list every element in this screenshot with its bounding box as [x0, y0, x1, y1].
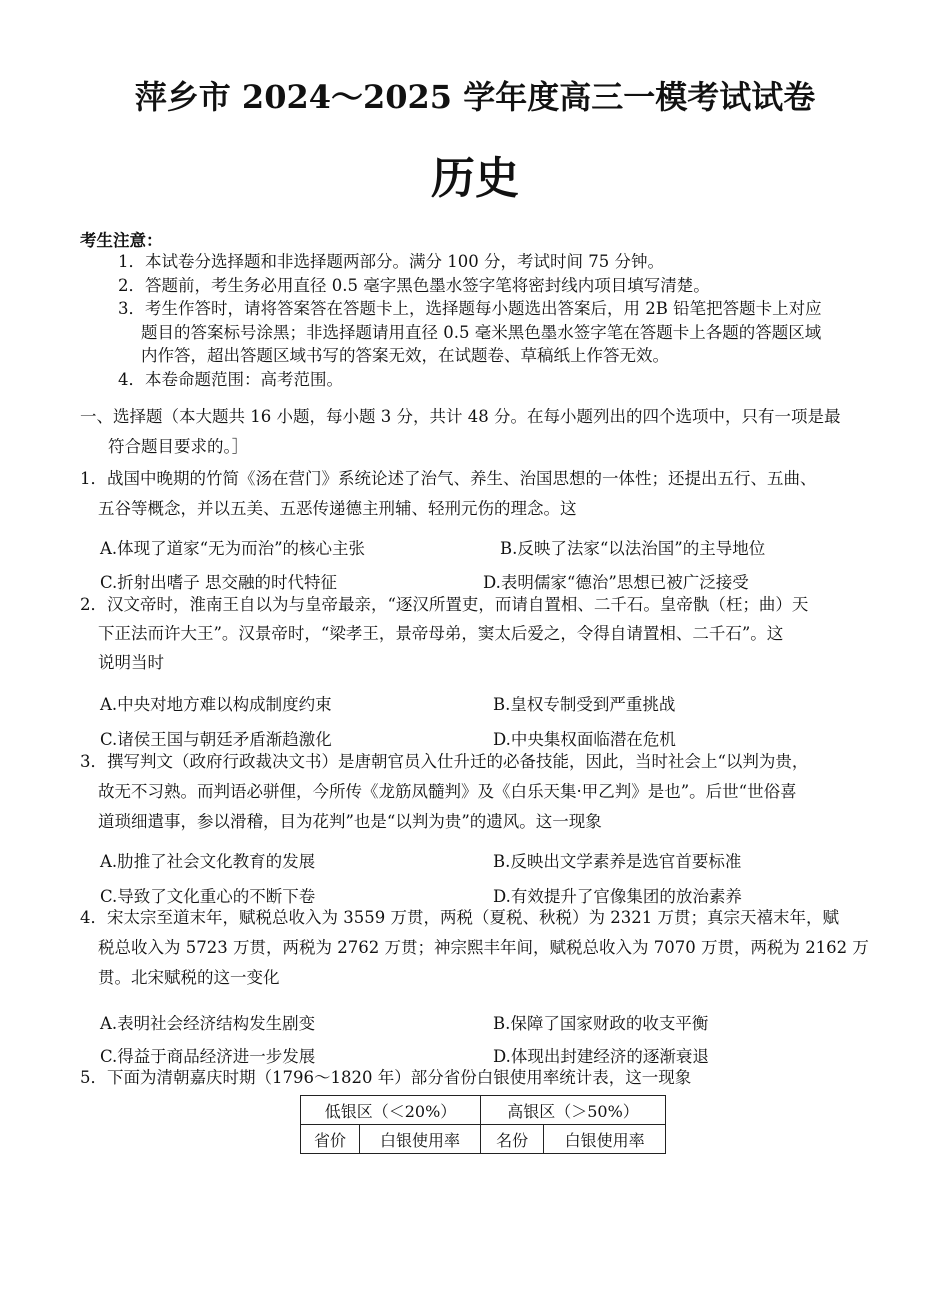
question-1-option-c: C.折射出嗜子 思交融的时代特征	[100, 573, 338, 592]
notice-item-cont: 题目的答案标号涂黑；非选择题请用直径 0.5 毫米黑色墨水签字笔在答题卡上各题的答题区域	[141, 323, 822, 342]
question-4-stem: 4．宋太宗至道末年，赋税总收入为 3559 万贯，两税（夏税、秋税）为 2321 万贯；真宗天禧末年，赋	[80, 908, 839, 927]
question-1-stem: 五谷等概念，并以五美、五恶传递德主刑辅、轻刑元伤的理念。这	[98, 499, 577, 518]
question-1-stem: 1．战国中晚期的竹简《汤在营门》系统论述了治气、养生、治国思想的一体性；还提出五行、五曲、	[80, 469, 817, 488]
table-column-header: 省价	[301, 1125, 360, 1154]
question-3-stem: 3．撰写判文（政府行政裁决文书）是唐朝官员入仕升迁的必备技能，因此，当时社会上“以判为贵，	[80, 752, 809, 771]
notice-item-cont: 内作答，超出答题区域书写的答案无效，在试题卷、草稿纸上作答无效。	[141, 346, 669, 365]
question-2-option-d: D.中央集权面临潜在危机	[493, 730, 676, 749]
notice-item: 1．本试卷分选择题和非选择题两部分。满分 100 分，考试时间 75 分钟。	[118, 252, 664, 271]
question-2-stem: 下正法而许大王”。汉景帝时，“梁孝王，景帝母弟，窦太后爱之，令得自请置相、二千石”。这	[98, 624, 784, 643]
page-title: 萍乡市 2024～2025 学年度高三一模考试试卷	[134, 78, 816, 116]
question-3-option-d: D.有效提升了官像集团的放治素养	[493, 887, 742, 906]
question-4-stem: 贯。北宋赋税的这一变化	[98, 968, 280, 987]
question-3-stem: 故无不习熟。而判语必骈俚，今所传《龙筋凤髓判》及《白乐天集·甲乙判》是也”。后世“世俗喜	[98, 782, 797, 801]
notice-heading: 考生注意：	[80, 231, 163, 250]
question-4-option-b: B.保障了国家财政的收支平衡	[493, 1014, 709, 1033]
table-column-header: 白银使用率	[544, 1125, 666, 1154]
question-1-option-b: B.反映了法家“以法治国”的主导地位	[500, 539, 766, 558]
question-1-option-d: D.表明儒家“德治”思想已被广泛接受	[483, 573, 749, 592]
notice-item: 3．考生作答时，请将答案答在答题卡上，选择题每小题选出答案后，用 2B 铅笔把答题卡上对应	[118, 299, 822, 318]
table-row	[301, 1125, 666, 1154]
table-row	[301, 1096, 666, 1125]
question-3-option-b: B.反映出文学素养是选官首要标准	[493, 852, 742, 871]
question-2-option-b: B.皇权专制受到严重挑战	[493, 695, 676, 714]
section-heading: 一、选择题（本大题共 16 小题，每小题 3 分，共计 48 分。在每小题列出的四个选项中，只有一项是最	[80, 407, 841, 426]
question-1-option-a: A.体现了道家“无为而治”的核心主张	[100, 539, 366, 558]
question-2-stem: 说明当时	[98, 653, 164, 672]
table-column-header: 白银使用率	[360, 1125, 481, 1154]
question-3-option-a: A.肋推了社会文化教育的发展	[100, 852, 316, 871]
question-5-stem: 5．下面为清朝嘉庆时期（1796～1820 年）部分省份白银使用率统计表，这一现象	[80, 1068, 692, 1087]
question-3-option-c: C.导致了文化重心的不断下卷	[100, 887, 316, 906]
table-group-header: 高银区（＞50%）	[481, 1096, 666, 1125]
question-4-option-d: D.体现出封建经济的逐渐衰退	[493, 1047, 709, 1066]
notice-item: 4．本卷命题范围：高考范围。	[118, 370, 343, 389]
subject-title: 历史	[431, 153, 519, 204]
table-group-header: 低银区（＜20%）	[301, 1096, 481, 1125]
silver-usage-table	[300, 1095, 666, 1154]
question-2-option-a: A.中央对地方难以构成制度约束	[100, 695, 332, 714]
question-3-stem: 道琐细遣事，参以滑稽，目为花判”也是“以判为贵”的遗风。这一现象	[98, 812, 602, 831]
notice-item: 2．答题前，考生务必用直径 0.5 毫字黑色墨水签字笔将密封线内项目填写清楚。	[118, 276, 710, 295]
question-4-option-c: C.得益于商品经济进一步发展	[100, 1047, 316, 1066]
question-2-stem: 2．汉文帝时，淮南王自以为与皇帝最亲，“逐汉所置吏，而请自置相、二千石。皇帝骫（枉；曲）天	[80, 595, 809, 614]
question-2-option-c: C.诸侯王国与朝廷矛盾渐趋激化	[100, 730, 332, 749]
question-4-option-a: A.表明社会经济结构发生剧变	[100, 1014, 316, 1033]
table-column-header: 名份	[481, 1125, 544, 1154]
question-4-stem: 税总收入为 5723 万贯，两税为 2762 万贯；神宗熙丰年间，赋税总收入为 7070 万贯，两税为 2162 万	[98, 938, 869, 957]
section-heading-cont: 符合题目要求的。］	[108, 437, 249, 456]
